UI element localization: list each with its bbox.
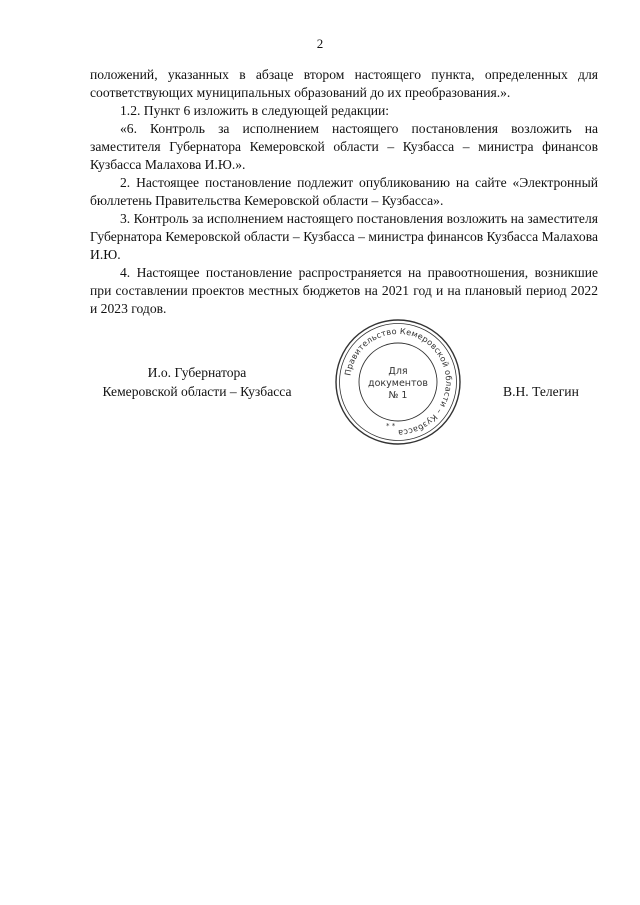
paragraph-item-3: 3. Контроль за исполнением настоящего постановления возложить на заместителя Губернатора Кемеровской области – Кузбасса – министра финансов Кузбасса Малахова И.Ю. <box>90 211 598 262</box>
signatory-position <box>90 363 304 401</box>
paragraph-item-1-2: 1.2. Пункт 6 изложить в следующей редакции: <box>120 103 390 118</box>
seal-line3: № 1 <box>388 390 408 401</box>
seal-ring-text: Правительство Кемеровской области – Кузбасса <box>342 325 455 439</box>
signatory-position-line2: Кемеровской области – Кузбасса <box>102 384 292 399</box>
paragraph-item-2: 2. Настоящее постановление подлежит опубликованию на сайте «Электронный бюллетень Правительства Кемеровской области – Кузбасса». <box>90 175 598 208</box>
document-body <box>90 66 598 318</box>
seal-line2: документов <box>368 378 428 389</box>
signatory-position-line1: И.о. Губернатора <box>147 365 247 380</box>
svg-text:* *: * * <box>386 422 396 430</box>
paragraph-continuation: положений, указанных в абзаце втором настоящего пункта, определенных для соответствующих муниципальных образований до их преобразования.». <box>90 67 598 100</box>
signatory-name: В.Н. Телегин <box>503 384 579 399</box>
seal-line1: Для <box>388 366 408 377</box>
paragraph-item-4: 4. Настоящее постановление распространяется на правоотношения, возникшие при составлении проектов местных бюджетов на 2021 год и на плановый период 2022 и 2023 годов. <box>90 265 598 316</box>
page-number: 2 <box>316 36 324 51</box>
official-seal <box>334 318 462 446</box>
paragraph-quoted-item-6: «6. Контроль за исполнением настоящего постановления возложить на заместителя Губернатора Кемеровской области – Кузбасса – министра финансов Кузбасса Малахова И.Ю.». <box>90 121 598 172</box>
